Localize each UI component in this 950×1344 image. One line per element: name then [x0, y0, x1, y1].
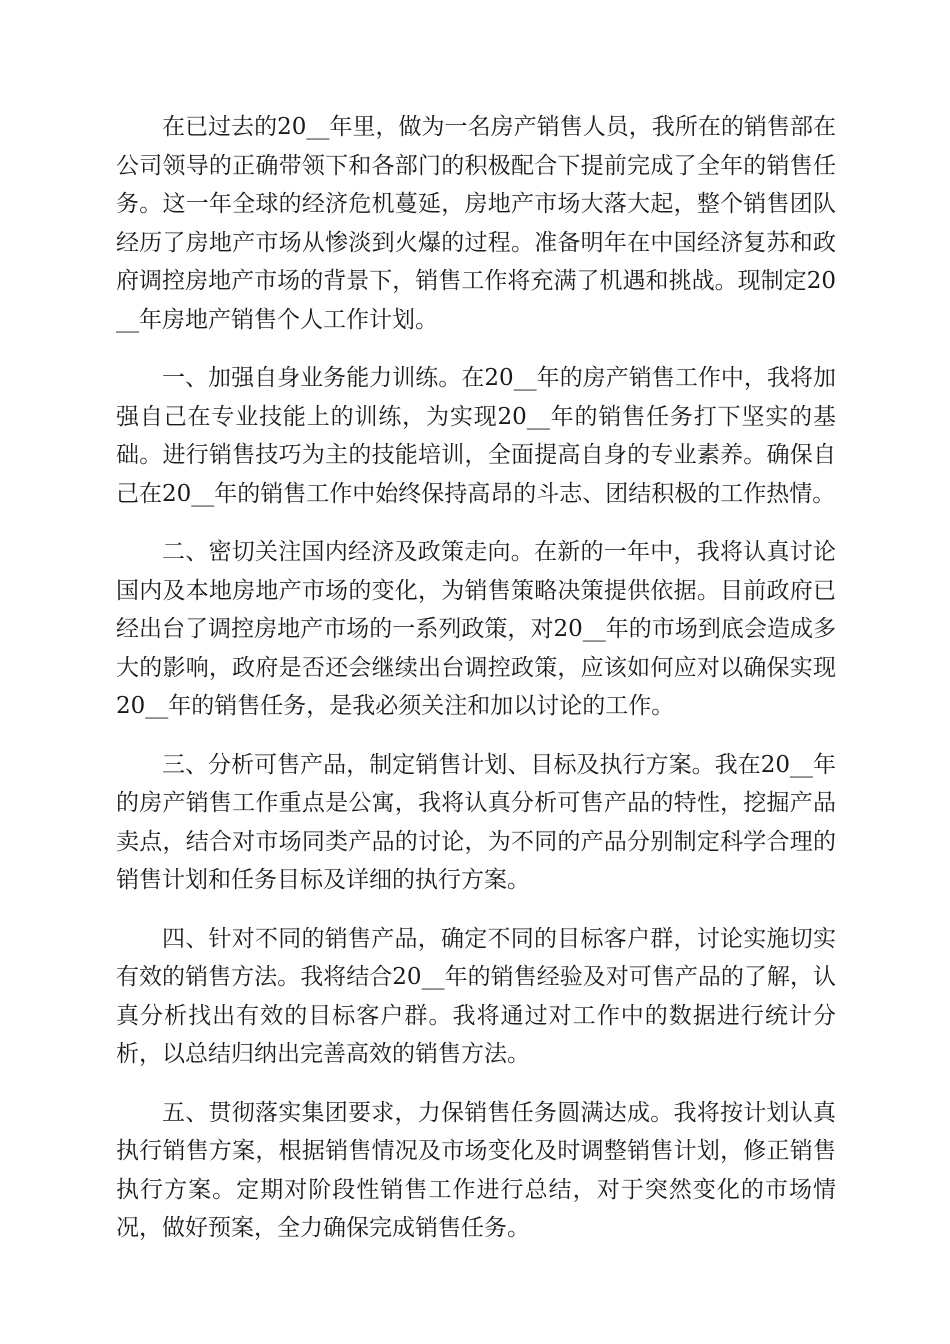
paragraph-point-5: 五、贯彻落实集团要求，力保销售任务圆满达成。我将按计划认真执行销售方案，根据销售情况及市场变化及时调整销售计划，修正销售执行方案。定期对阶段性销售工作进行总结，对于突然变化的市场情况，做好预案，全力确保完成销售任务。 — [116, 1099, 836, 1241]
document-body — [116, 108, 836, 1268]
paragraph-point-4: 四、针对不同的销售产品，确定不同的目标客户群，讨论实施切实有效的销售方法。我将结合20__年的销售经验及对可售产品的了解，认真分析找出有效的目标客户群。我将通过对工作中的数据进行统计分析，以总结归纳出完善高效的销售方法。 — [116, 925, 836, 1067]
paragraph-point-3: 三、分析可售产品，制定销售计划、目标及执行方案。我在20__年的房产销售工作重点是公寓，我将认真分析可售产品的特性，挖掘产品卖点，结合对市场同类产品的讨论，为不同的产品分别制定科学合理的销售计划和任务目标及详细的执行方案。 — [116, 751, 836, 893]
paragraph-point-1: 一、加强自身业务能力训练。在20__年的房产销售工作中，我将加强自己在专业技能上的训练，为实现20__年的销售任务打下坚实的基础。进行销售技巧为主的技能培训，全面提高自身的专业素养。确保自己在20__年的销售工作中始终保持高昂的斗志、团结积极的工作热情。 — [116, 365, 836, 507]
paragraph-point-2: 二、密切关注国内经济及政策走向。在新的一年中，我将认真讨论国内及本地房地产市场的变化，为销售策略决策提供依据。目前政府已经出台了调控房地产市场的一系列政策，对20__年的市场到底会造成多大的影响，政府是否还会继续出台调控政策，应该如何应对以确保实现20__年的销售任务，是我必须关注和加以讨论的工作。 — [116, 539, 836, 719]
paragraph-intro: 在已过去的20__年里，做为一名房产销售人员，我所在的销售部在公司领导的正确带领下和各部门的积极配合下提前完成了全年的销售任务。这一年全球的经济危机蔓延，房地产市场大落大起，整个销售团队经历了房地产市场从惨淡到火爆的过程。准备明年在中国经济复苏和政府调控房地产市场的背景下，销售工作将充满了机遇和挑战。现制定20__年房地产销售个人工作计划。 — [116, 114, 836, 333]
